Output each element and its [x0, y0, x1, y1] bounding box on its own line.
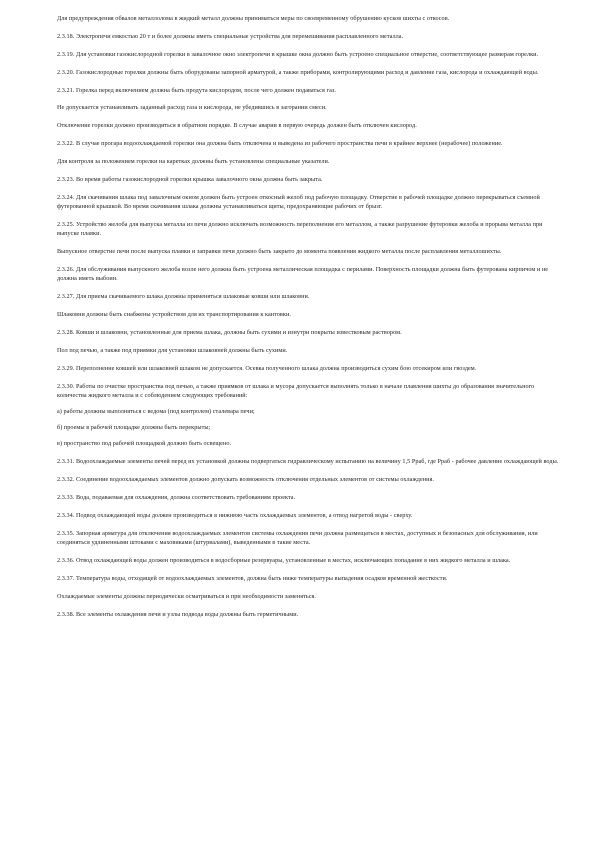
- paragraph-2-3-35: 2.3.35. Запорная арматура для отключения водоохлаждаемых элементов системы охлаждения печи должна размещаться в местах, доступных и безопасных для обслуживания, или соединяться удлиненными штоками с маховиками (штурвалами), выведенными в такие места.: [57, 529, 538, 547]
- paragraph-2-3-28: 2.3.28. Ковши и шлаковни, установленные для приема шлака, должны быть сухими и изнутри покрыты известковым раствором.: [57, 329, 402, 337]
- paragraph-tap-hole: Выпускное отверстие печи после выпуска плавки и заправки печи должно быть закрыто до момента появления жидкого металла после расплавления металлошихты.: [57, 248, 502, 256]
- paragraph-2-3-22: 2.3.22. В случае прогара водоохлаждаемой горелки она должна быть отключена и выведена из рабочего пространства печи в крайнее верхнее (нерабочее) положение.: [57, 140, 503, 148]
- paragraph-2-3-18: 2.3.18. Электропечи емкостью 20 т и более должны иметь специальные устройства для перемешивания расплавленного металла.: [57, 32, 404, 40]
- paragraph-2-3-34: 2.3.34. Подвод охлаждающей воды должен производиться в нижнюю часть охлаждаемых элементов, а отвод нагретой воды - сверху.: [57, 511, 413, 519]
- paragraph-2-3-27: 2.3.27. Для приема скачиваемого шлака должны применяться шлаковые ковши или шлаковни.: [57, 293, 310, 301]
- paragraph-2-3-20: 2.3.20. Газокислородные горелки должны быть оборудованы запорной арматурой, а также приборами, контролирующими расход и давление газа, кислорода и охлаждающей воды.: [57, 68, 539, 76]
- paragraph-floor-dry: Пол под печью, а также под приямки для установки шлаковней должны быть сухими.: [57, 347, 288, 355]
- paragraph-2-3-38: 2.3.38. Все элементы охлаждения печи и узлы подвода воды должны быть герметичными.: [57, 610, 299, 618]
- paragraph-2-3-29: 2.3.29. Переполнение ковшей или шлаковней шлаком не допускается. Осевка полученного шлака должна производиться сухим бою отсекиром или гвоздем.: [57, 364, 477, 372]
- paragraph-cooled-elements-inspection: Охлаждаемые элементы должны периодически осматриваться и при необходимости заменяться.: [57, 592, 317, 600]
- paragraph-2-3-24: 2.3.24. Для скачивания шлака под завалочным окном должен быть устроен откосный желоб под рабочую площадку. Отверстие в рабочей площадке должно перекрываться съемной футерованной крышкой. Во время скачивания шлака должны устанавливаться щиты, предохраняющие рабочих от брызг.: [57, 193, 540, 211]
- paragraph-burner-position-indicators: Для контроля за положением горелки на каретках должны быть установлены специальные указатели.: [57, 158, 330, 166]
- paragraph-2-3-32: 2.3.32. Соединение водоохлаждаемых элементов должно допускать возможность отключения отдельных элементов от системы охлаждения.: [57, 476, 434, 484]
- paragraph-2-3-30: 2.3.30. Работы по очистке пространства под печью, а также приямков от шлака и мусора допускается выполнять только в начале плавления шихты до образования значительного количества жидкого металла и с соблюдением следующих требований:: [57, 382, 535, 400]
- paragraph-2-3-31: 2.3.31. Водоохлаждаемые элементы печей перед их установкой должны подвергаться гидравлическому испытанию на величину 1,5 Рраб, где Рраб - рабочее давление охлаждающей воды.: [57, 458, 559, 466]
- paragraph-2-3-26: 2.3.26. Для обслуживания выпускного желоба возле него должна быть устроена металлическая площадка с перилами. Поверхность площадки должна быть футерована кирпичом и не должна иметь выбоин.: [57, 266, 549, 283]
- paragraph-2-3-19: 2.3.19. Для установки газокислородной горелки в завалочное окно электропечи в крышке окна должно быть устроено специальное отверстие, соответствующее размерам горелки.: [57, 50, 539, 58]
- paragraph-gas-oxygen-ignition: Не допускается устанавливать заданный расход газа и кислорода, не убедившись в загорании смеси.: [57, 104, 327, 112]
- paragraph-slag-pots-transport: Шлаковни должны быть снабжены устройством для их транспортирования к кантовки.: [57, 311, 291, 319]
- paragraph-2-3-33: 2.3.33. Вода, подаваемая для охлаждения, должна соответствовать требованиям проекта.: [57, 494, 296, 502]
- paragraph-shihta-obval: Для предупреждения обвалов металлолома в жидкий металл должны приниматься меры по своевременному обрушению кусков шихты с откосов.: [57, 15, 450, 22]
- paragraph-2-3-37: 2.3.37. Температура воды, отходящей от водоохлаждаемых элементов, должна быть ниже температуры выпадения осадков временной жесткости.: [57, 574, 448, 582]
- paragraph-requirement-a: а) работы должны выполняться с ведома (под контролем) сталевара печи;: [57, 408, 255, 416]
- paragraph-2-3-23: 2.3.23. Во время работы газокислородной горелки крышка завалочного окна должна быть закрыта.: [57, 176, 323, 184]
- paragraph-requirement-v: в) пространство под рабочей площадкой должно быть освещено.: [57, 440, 232, 448]
- paragraph-burner-shutdown: Отключение горелки должно производиться в обратном порядке. В случае аварии в первую очередь должен быть отключен кислород.: [57, 122, 417, 130]
- paragraph-2-3-36: 2.3.36. Отвод охлаждающей воды должен производиться в водосборные резервуары, установленные в местах, исключающих попадание в них жидкого металла и шлака.: [57, 557, 511, 565]
- paragraph-requirement-b: б) проемы в рабочей площадке должны быть перекрыты;: [57, 424, 211, 432]
- paragraph-2-3-21: 2.3.21. Горелка перед включением должна быть продута кислородом, после чего должен подаваться газ.: [57, 86, 336, 94]
- paragraph-2-3-25: 2.3.25. Устройство желоба для выпуска металла из печи должно исключать возможность переполнения его металлом, а также разрушение футеровки желоба и прорыва металла при выпуске плавки.: [57, 221, 543, 238]
